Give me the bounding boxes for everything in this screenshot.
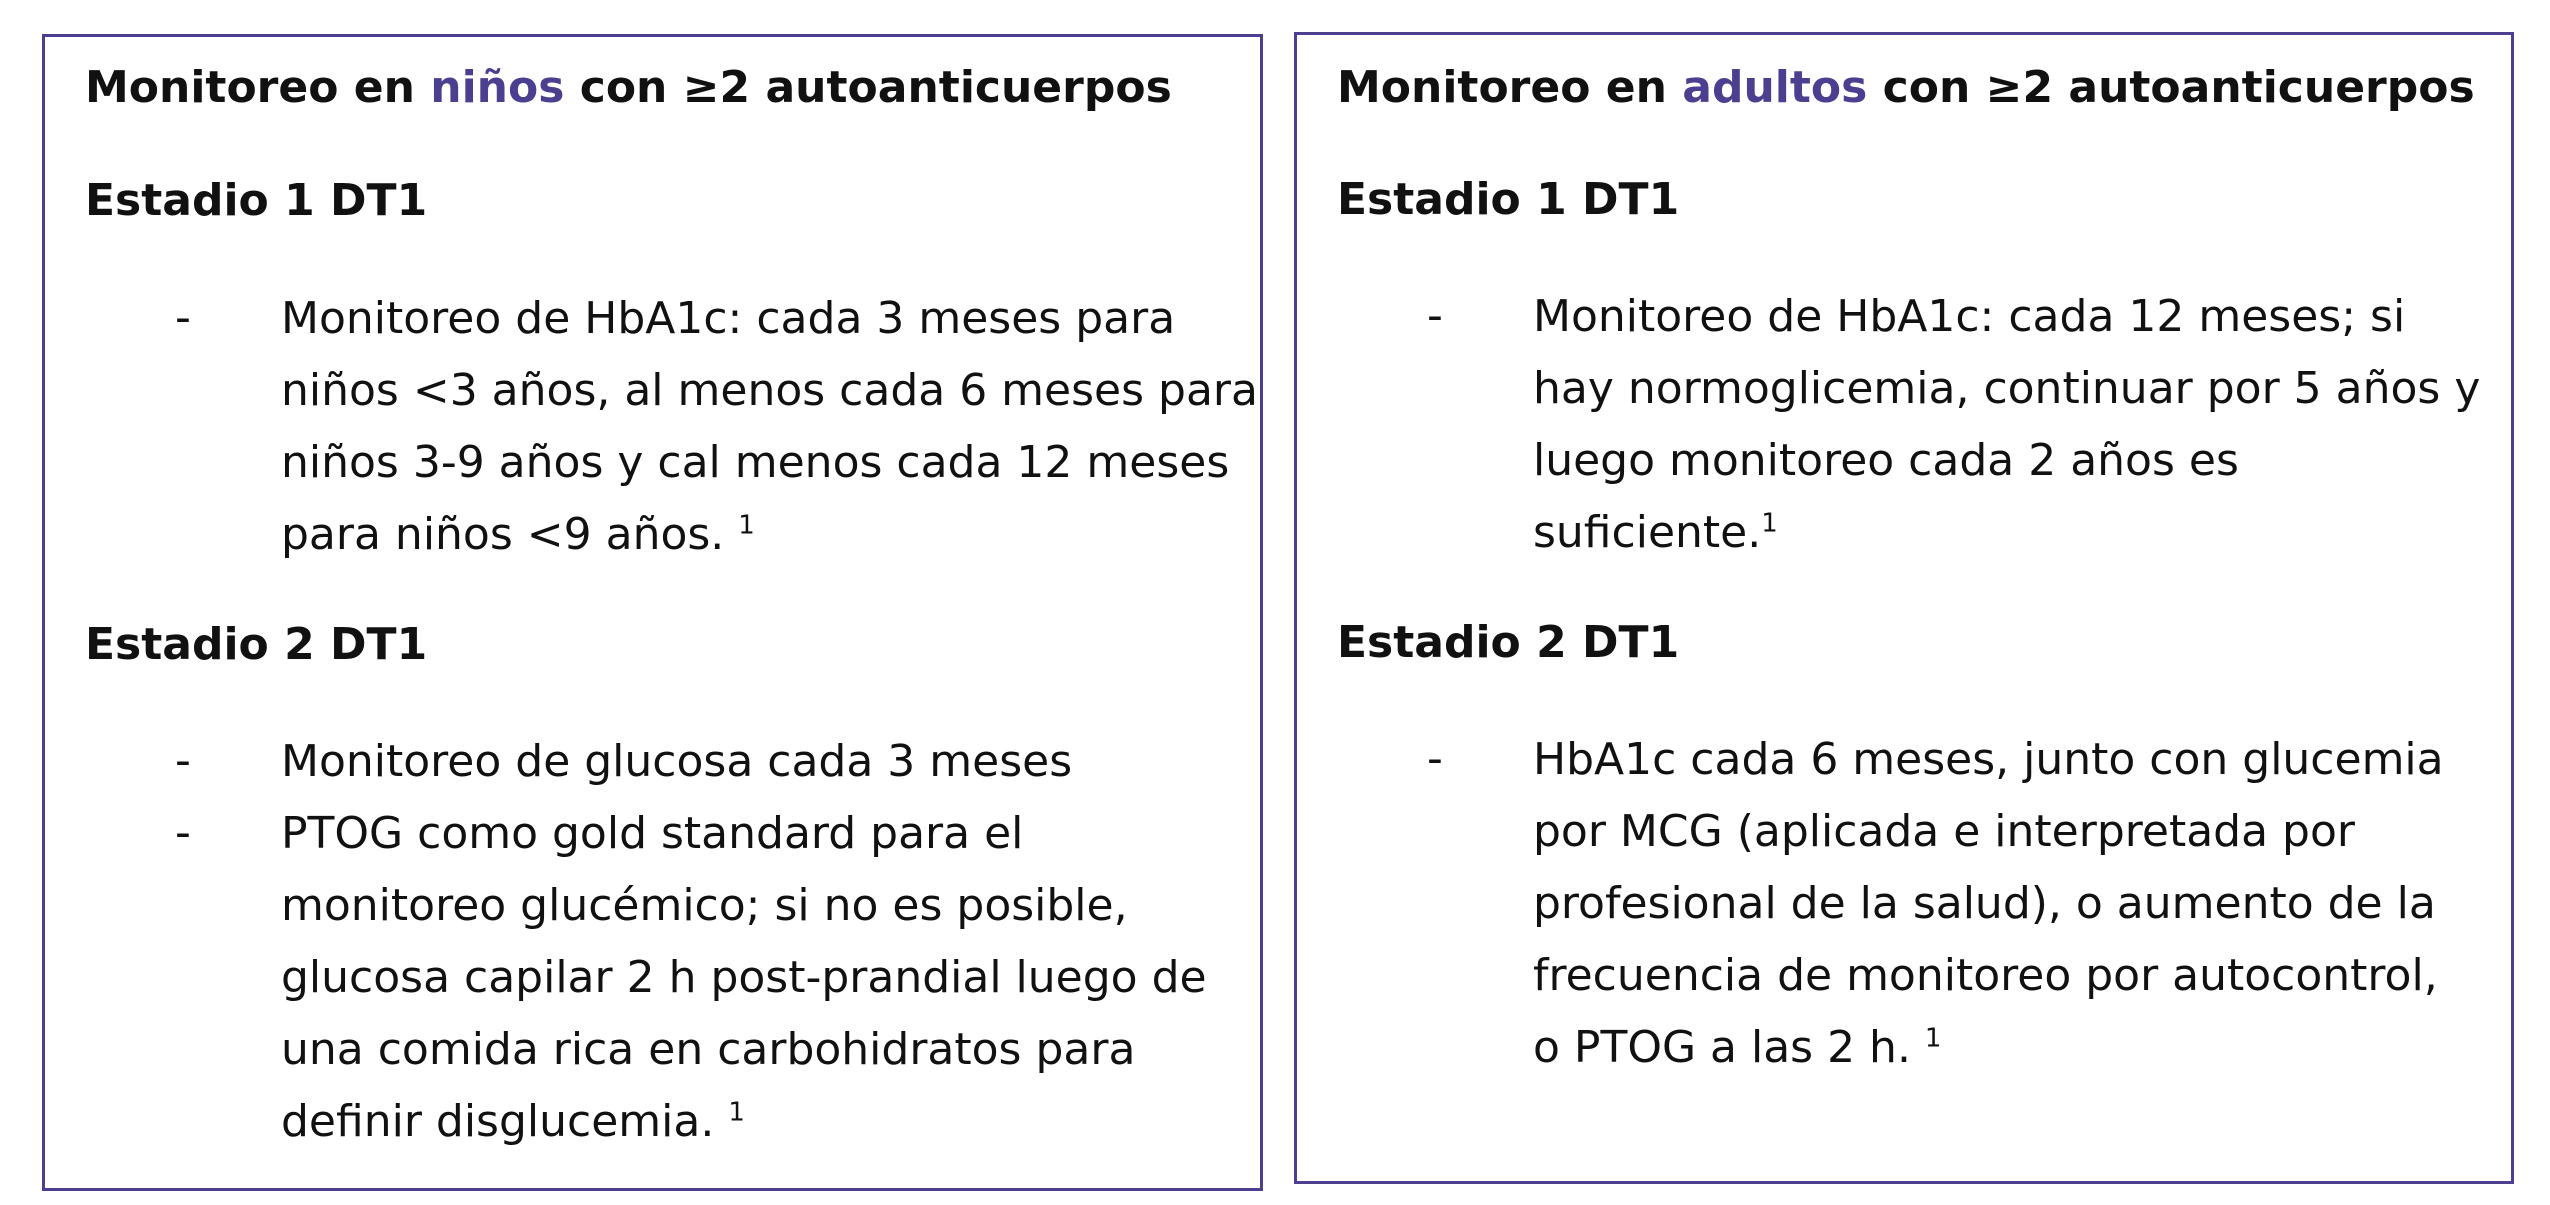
footnote-ref: 1 [1924,1023,1942,1054]
text-line: luego monitoreo cada 2 años es [1533,435,2239,486]
adults-panel-title [1337,62,2475,115]
text-line: PTOG como gold standard para el [281,808,1024,859]
stage2-bullet-text [281,798,1207,1158]
title-accent-children: niños [430,62,565,113]
stage2-heading: Estadio 2 DT1 [1337,617,1680,668]
title-suffix: con ≥2 autoanticuerpos [564,62,1172,113]
text-line: monitoreo glucémico; si no es posible, [281,880,1128,931]
children-panel-title [85,62,1172,115]
title-prefix: Monitoreo en [1337,62,1683,113]
children-monitoring-panel [42,34,1263,1191]
bullet-marker: - [175,735,191,786]
bullet-marker: - [1427,733,1443,784]
text-line: Monitoreo de glucosa cada 3 meses [281,736,1073,787]
text-line: una comida rica en carbohidratos para [281,1024,1136,1075]
text-line: glucosa capilar 2 h post-prandial luego de [281,952,1207,1003]
text-line: niños 3-9 años y cal menos cada 12 meses [281,437,1230,488]
adults-monitoring-panel [1294,32,2514,1184]
stage2-bullet-text [1533,724,2444,1084]
footnote-ref: 1 [738,510,755,541]
text-line: para niños <9 años. [281,509,739,560]
text-line: definir disglucemia. [281,1096,729,1147]
text-line: Monitoreo de HbA1c: cada 12 meses; si [1533,291,2406,342]
text-line: frecuencia de monitoreo por autocontrol, [1533,950,2438,1001]
stage1-bullet-text [1533,281,2480,569]
title-accent-adults: adultos [1682,62,1868,113]
stage1-heading: Estadio 1 DT1 [85,175,428,226]
bullet-marker: - [175,807,191,858]
text-line: por MCG (aplicada e interpretada por [1533,806,2355,857]
title-prefix: Monitoreo en [85,62,431,113]
title-suffix: con ≥2 autoanticuerpos [1867,62,2475,113]
text-line: suficiente. [1533,507,1762,558]
footnote-ref: 1 [728,1097,745,1128]
text-line: o PTOG a las 2 h. [1533,1022,1925,1073]
text-line: Monitoreo de HbA1c: cada 3 meses para [281,293,1176,344]
text-line: profesional de la salud), o aumento de la [1533,878,2436,929]
bullet-marker: - [175,292,191,343]
text-line: HbA1c cada 6 meses, junto con glucemia [1533,734,2444,785]
stage2-heading: Estadio 2 DT1 [85,619,428,670]
bullet-marker: - [1427,290,1443,341]
text-line: niños <3 años, al menos cada 6 meses para [281,365,1258,416]
stage2-bullet-text [281,726,1072,798]
text-line: hay normoglicemia, continuar por 5 años y [1533,363,2481,414]
footnote-ref: 1 [1761,508,1778,539]
stage1-heading: Estadio 1 DT1 [1337,174,1680,225]
stage1-bullet-text [281,283,1258,571]
